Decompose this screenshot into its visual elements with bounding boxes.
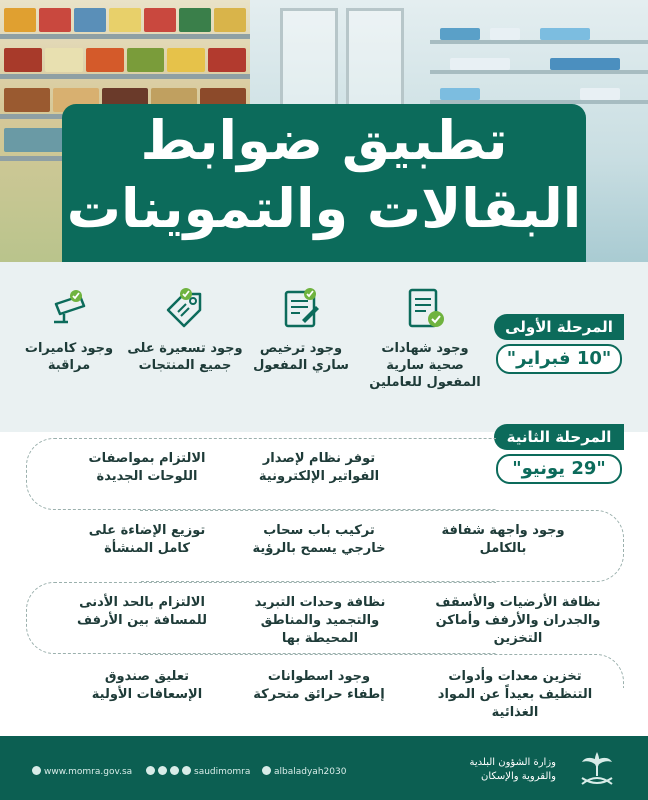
saudi-emblem-icon — [574, 748, 620, 790]
phase-1-label: المرحلة الأولى — [494, 314, 624, 340]
requirement-item: وجود اسطوانات إطفاء حرائق متحركة — [244, 668, 394, 704]
requirement-item: الالتزام بمواصفات اللوحات الجديدة — [72, 450, 222, 486]
phase-1-item-text: وجود كاميرات مراقبة — [24, 341, 114, 373]
page-title-line-1: تطبيق ضوابط — [140, 109, 508, 172]
requirement-item: توفر نظام لإصدار الفواتير الإلكترونية — [244, 450, 394, 486]
requirement-item: وجود واجهة شفافة بالكامل — [428, 522, 578, 558]
requirement-item: تعليق صندوق الإسعافات الأولية — [72, 668, 222, 704]
phase-1-item-text: وجود تسعيرة على جميع المنتجات — [127, 341, 243, 373]
ministry-name-line-1: وزارة الشؤون البلدية — [469, 757, 556, 768]
phase-1-item — [240, 286, 362, 374]
phase-1-item-text: وجود ترخيص ساري المفعول — [253, 341, 349, 373]
facebook-icon[interactable] — [146, 766, 155, 775]
requirement-item: تخزين معدات وأدوات التنظيف بعيداً عن المواد الغذائية — [420, 668, 610, 722]
instagram-icon[interactable] — [182, 766, 191, 775]
requirement-item: الالتزام بالحد الأدنى للمسافة بين الأرفف — [60, 594, 224, 630]
license-icon — [278, 286, 324, 332]
phase-1-item — [8, 286, 130, 374]
security-camera-icon — [46, 286, 92, 332]
hashtag[interactable]: albaladyah2030 — [262, 766, 346, 777]
twitter-icon[interactable] — [158, 766, 167, 775]
social-handle[interactable]: saudimomra — [146, 766, 250, 777]
phase-1-date: "10 فبراير" — [496, 344, 622, 374]
requirement-item: تركيب باب سحاب خارجي يسمح بالرؤية — [244, 522, 394, 558]
footer — [0, 736, 648, 800]
requirement-item: توزيع الإضاءة على كامل المنشأة — [72, 522, 222, 558]
health-certificate-icon — [402, 286, 448, 332]
globe-icon — [32, 766, 41, 775]
phase-1-item — [364, 286, 486, 391]
phase-2-date: "29 يونيو" — [496, 454, 622, 484]
ministry-name-line-2: والقروية والإسكان — [481, 771, 556, 782]
youtube-icon[interactable] — [170, 766, 179, 775]
requirement-item: نظافة الأرضيات والأسقف والجدران والأرفف وأماكن التخزين — [428, 594, 608, 648]
ministry-name — [470, 756, 557, 784]
phase-1-item-text: وجود شهادات صحية سارية المفعول للعاملين — [369, 341, 481, 390]
page-title-line-2: البقالات والتموينات — [66, 177, 582, 240]
website-link[interactable]: www.momra.gov.sa — [32, 766, 132, 777]
phase-2-label: المرحلة الثانية — [494, 424, 624, 450]
phase-1-item — [124, 286, 246, 374]
requirement-item: نظافة وحدات التبريد والتجميد والمناطق المحيطة بها — [232, 594, 408, 648]
price-tag-icon — [162, 286, 208, 332]
snapchat-icon — [262, 766, 271, 775]
